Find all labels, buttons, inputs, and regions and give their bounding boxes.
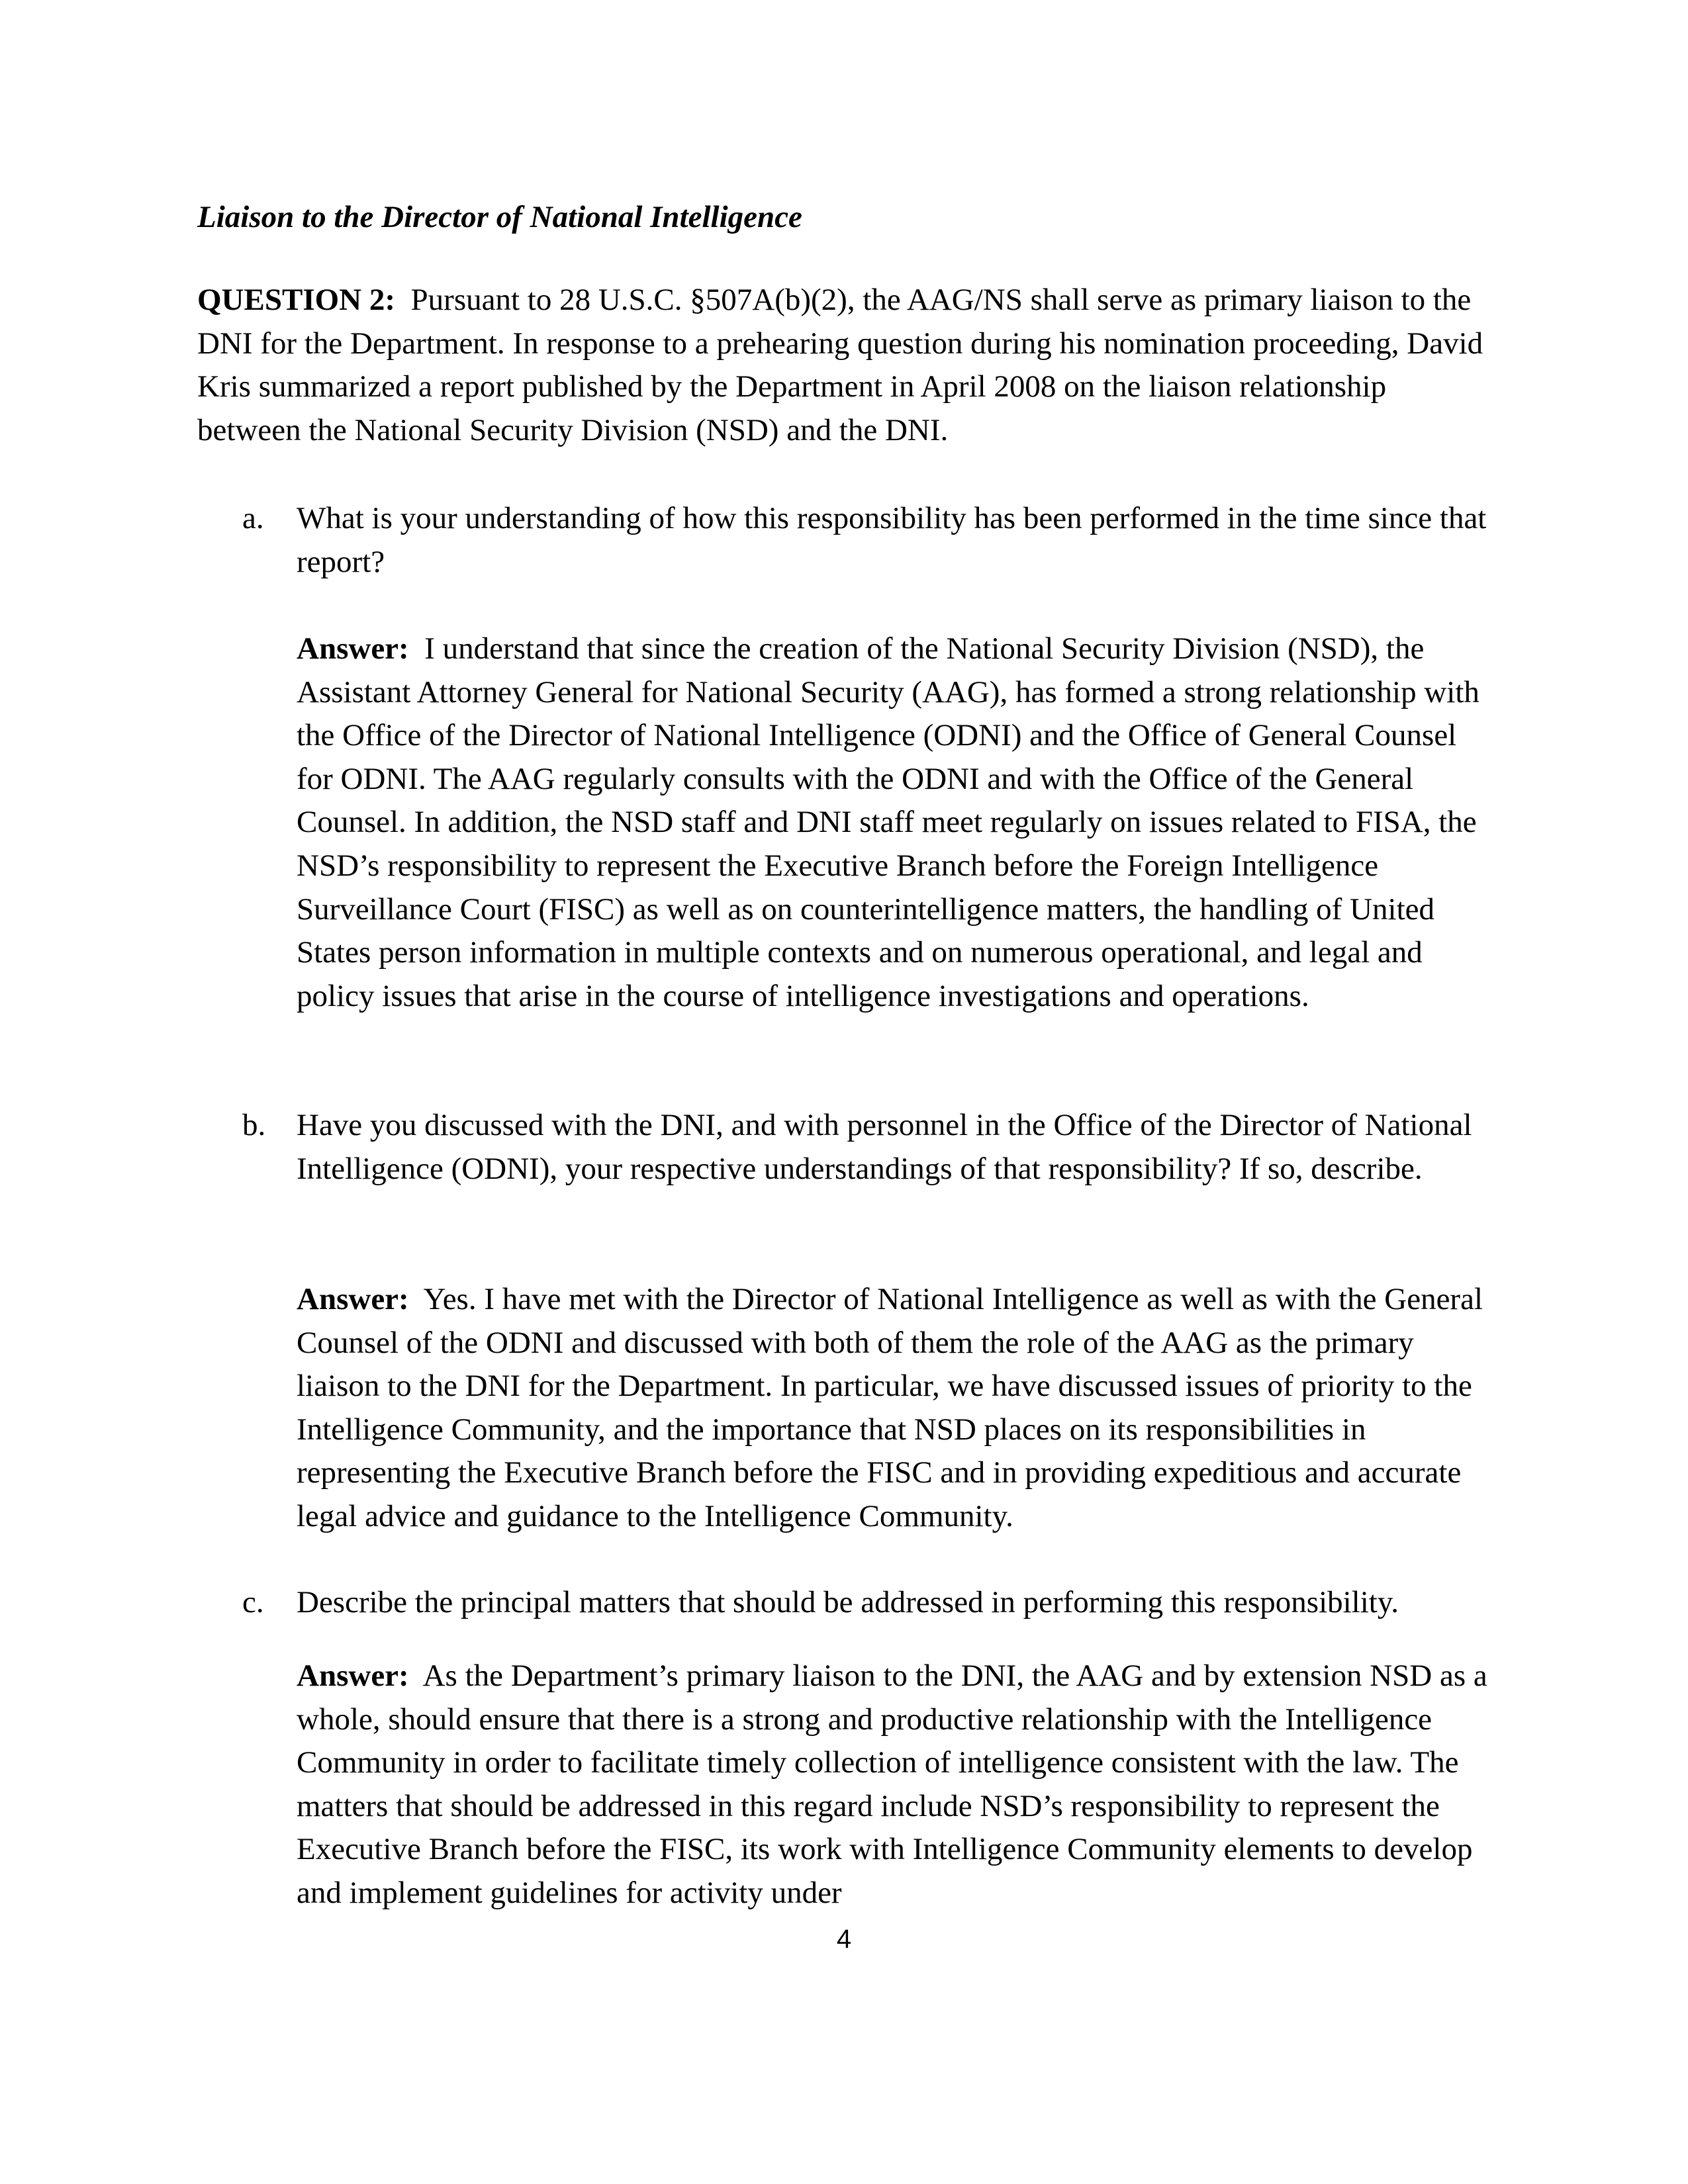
page-number: 4 [836, 1925, 852, 1954]
answer-label: Answer: [297, 1659, 409, 1693]
list-item-c [197, 1581, 1495, 1625]
answer-text: I understand that since the creation of the National Security Division (NSD), the Assistant Attorney General for National Security (AAG), has formed a strong relationship with the Office of the Director of National Intelligence (ODNI) and the Office of General Counsel for ODNI. The AAG regularly consults with the ODNI and with the Office of the General Counsel. In addition, the NSD staff and DNI staff meet regularly on issues related to FISA, the NSD’s responsibility to represent the Executive Branch before the Foreign Intelligence Surveillance Court (FISC) as well as on counterintelligence matters, the handling of United States person information in multiple contexts and on numerous operational, and legal and policy issues that arise in the course of intelligence investigations and operations. [297, 631, 1479, 1013]
item-marker: b. [242, 1108, 266, 1142]
answer-a [297, 627, 1495, 1018]
answer-text: As the Department’s primary liaison to the DNI, the AAG and by extension NSD as a whole, should ensure that there is a strong and productive relationship with the Intelligence Community in order to facilitate timely collection of intelligence consistent with the law. The matters that should be addressed in this regard include NSD’s responsibility to represent the Executive Branch before the FISC, its work with Intelligence Community elements to develop and implement guidelines for activity under [297, 1659, 1487, 1910]
answer-label: Answer: [297, 631, 409, 666]
section-heading: Liaison to the Director of National Intelligence [197, 200, 802, 234]
answer-text: Yes. I have met with the Director of National Intelligence as well as with the General Counsel of the ODNI and discussed with both of them the role of the AAG as the primary liaison to the DNI for the Department. In particular, we have discussed issues of priority to the Intelligence Community, and the importance that NSD places on its responsibilities in representing the Executive Branch before the FISC and in providing expeditious and accurate legal advice and guidance to the Intelligence Community. [297, 1282, 1483, 1533]
item-question: Describe the principal matters that should be addressed in performing this responsibility. [297, 1585, 1399, 1619]
item-question: Have you discussed with the DNI, and with personnel in the Office of the Director of National Intelligence (ODNI), your respective understandings of that responsibility? If so, describe. [297, 1108, 1472, 1186]
item-marker: c. [242, 1585, 264, 1619]
question-label: QUESTION 2: [197, 283, 396, 317]
answer-c [297, 1655, 1495, 1915]
item-question: What is your understanding of how this responsibility has been performed in the time since that report? [297, 501, 1487, 579]
answer-label: Answer: [297, 1282, 409, 1316]
item-marker: a. [242, 501, 264, 535]
list-item-a [197, 497, 1495, 584]
answer-b [297, 1278, 1495, 1539]
list-item-b [197, 1104, 1495, 1191]
question-intro [197, 279, 1495, 452]
question-text: Pursuant to 28 U.S.C. §507A(b)(2), the AAG/NS shall serve as primary liaison to the DNI for the Department. In response to a prehearing question during his nomination proceeding, David Kris summarized a report published by the Department in April 2008 on the liaison relationship between the National Security Division (NSD) and the DNI. [197, 283, 1483, 447]
